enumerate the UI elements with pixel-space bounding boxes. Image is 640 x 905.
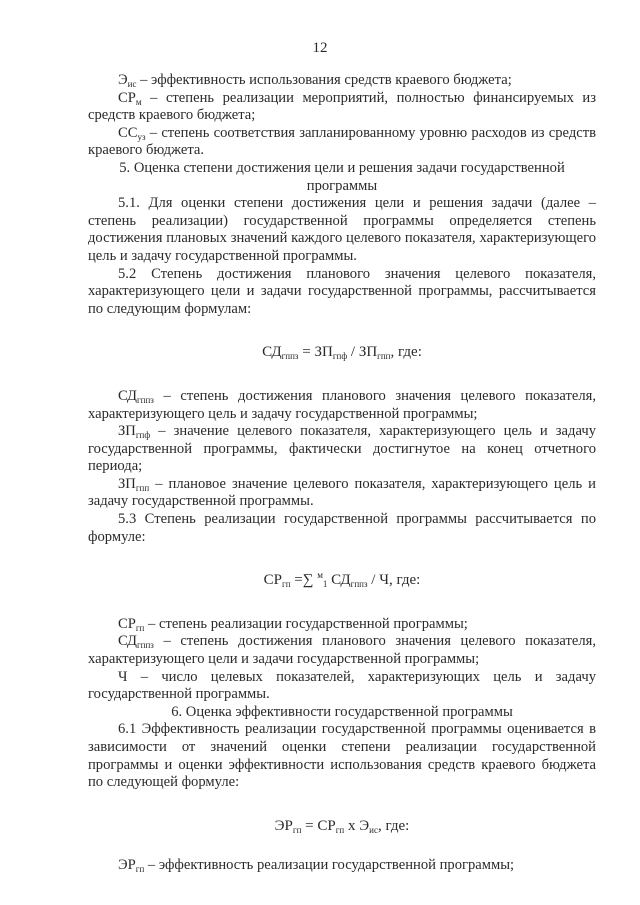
paragraph-5-3: 5.3 Степень реализации государственной программы рассчитывается по формуле: [88,511,596,545]
paragraph-5-2: 5.2 Степень достижения планового значения целевого показателя, характеризующего цели и задачи государственной программы, рассчитывается по следующим формулам: [88,265,596,317]
document-body [88,72,596,875]
definition-srm: $СР_м$ – степень реализации мероприятий, полностью финансируемых из средств краевого бюджета; [88,89,596,124]
paragraph-5-1: 5.1. Для оценки степени достижения цели и решения задачи (далее – степень реализации) государственной программы определяется степень достижения плановых значений каждого целевого показателя, характеризующего цель и задачу государственной программы. [88,195,596,264]
formula-sd: $СД_{гппз} = ЗП_{гпф} / ЗП_{гпп}$, где: [262,344,422,362]
section-5-title: 5. Оценка степени достижения цели и решения задачи государственной программы [119,159,565,194]
paragraph-6-1: 6.1 Эффективность реализации государственной программы оценивается в зависимости от значений оценки степени реализации государственной программы и оценки эффективности использования средств краевого бюджета по следующей формуле: [88,721,596,791]
definition-zp-fact: $ЗП_{гпф}$ – значение целевого показателя, характеризующего цель и задачу государственной программы, фактически достигнутое на конец отчетного периода; [88,423,596,475]
definition-ch: Ч – число целевых показателей, характеризующих цель и задачу государственной программы. [88,668,596,703]
formula-er: $ЭР_{гп} = СР_{гп}$ х $Э_{ис}$, где: [274,817,410,835]
definition-er: $ЭР_{гп}$ – эффективность реализации государственной программы; [118,857,515,875]
section-6-title: 6. Оценка эффективности государственной программы [171,703,513,720]
definition-sd-2: $СД_{гппз}$ – степень достижения планового значения целевого показателя, характеризующего цели и задачи государственной программы; [88,633,596,668]
page-number: 12 [312,40,328,56]
definition-sr: $СР_{гп}$ – степень реализации государственной программы; [118,615,468,633]
definition-sd: $СД_{гппз}$ – степень достижения планового значения целевого показателя, характеризующего цель и задачу государственной программы; [88,387,596,422]
definition-eis: $Э_{ис}$ – эффективность использования средств краевого бюджета; [118,72,512,89]
definition-zp-plan: $ЗП_{гпп}$ – плановое значение целевого показателя, характеризующего цель и задачу государственной программы. [88,475,596,510]
definition-ssuz: $СС_{уз}$ – степень соответствия запланированному уровню расходов из средств краевого бюджета. [88,124,596,159]
formula-sr: $СР_{гп}$ =∑ $^м_1$ $СД_{гппз}$ / Ч, где: [263,570,421,590]
